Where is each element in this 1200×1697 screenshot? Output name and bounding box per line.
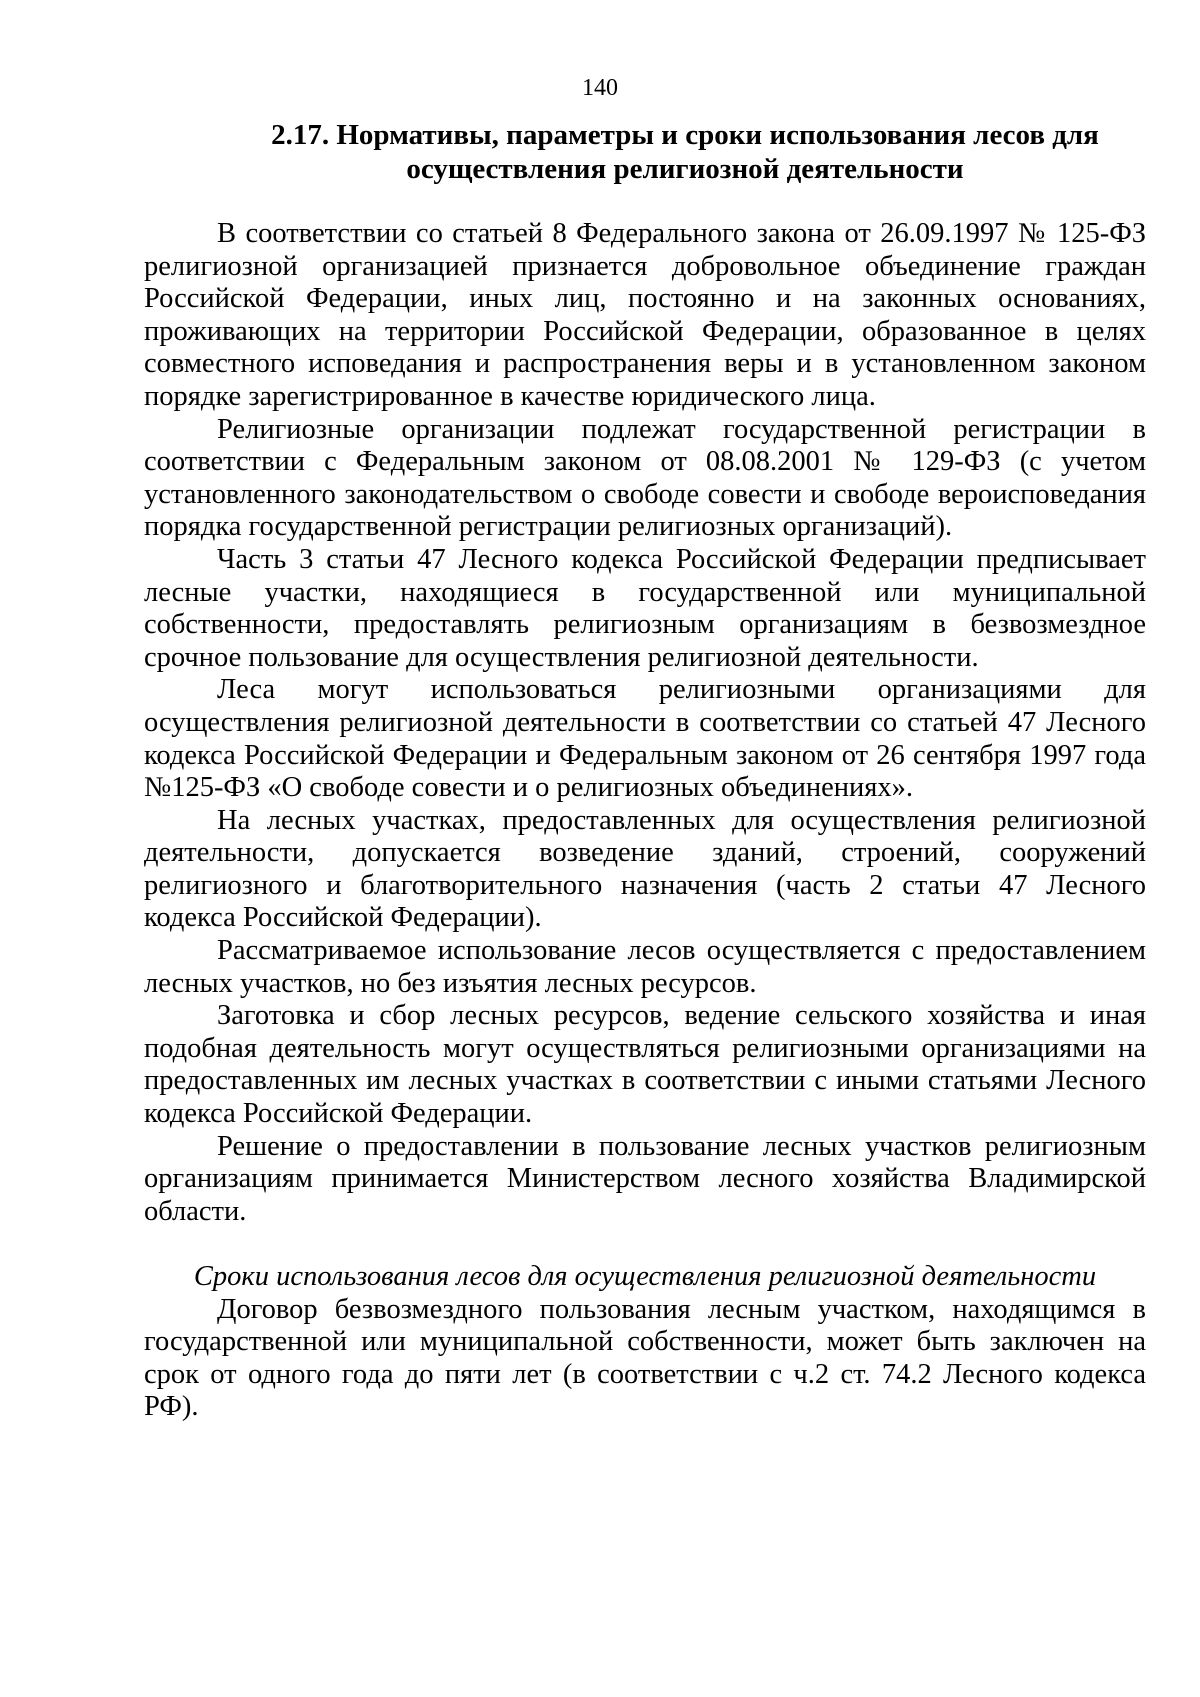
paragraph-state-registration: Религиозные организации подлежат государственной регистрации в соответствии с Федеральным законом от 08.08.2001 № 129-ФЗ (с учетом установленного законодательством о свободе совести и свободе вероисповедания порядка государственной регистрации религиозных организаций). [144,413,1146,543]
paragraph-decision-authority: Решение о предоставлении в пользование лесных участков религиозным организациям принимается Министерством лесного хозяйства Владимирской области. [144,1130,1146,1227]
section-heading: 2.17. Нормативы, параметры и сроки использования лесов для осуществления религиозной деятельности [271,119,1099,185]
paragraph-no-resource-withdrawal: Рассматриваемое использование лесов осуществляется с предоставлением лесных участков, но без изъятия лесных ресурсов. [144,935,1146,999]
document-body [144,218,1146,1424]
paragraph-forest-use-by-organizations: Леса могут использоваться религиозными организациями для осуществления религиозной деятельности в соответствии со статьей 47 Лесного кодекса Российской Федерации и Федеральным законом от 26 сентября 1997 года №125-ФЗ «О свободе совести и о религиозных объединениях». [144,674,1146,804]
page-number: 140 [582,75,618,101]
paragraph-construction-allowed: На лесных участках, предоставленных для осуществления религиозной деятельности, допускается возведение зданий, строений, сооружений религиозного и благотворительного назначения (часть 2 статьи 47 Лесного кодекса Российской Федерации). [144,804,1146,934]
paragraph-forest-code-article-47-part-3: Часть 3 статьи 47 Лесного кодекса Российской Федерации предписывает лесные участки, находящиеся в государственной или муниципальной собственности, предоставлять религиозным организациям в безвозмездное срочное пользование для осуществления религиозной деятельности. [144,543,1146,673]
paragraph-religious-organization-definition: В соответствии со статьей 8 Федерального закона от 26.09.1997 № 125-ФЗ религиозной организацией признается добровольное объединение граждан Российской Федерации, иных лиц, постоянно и на законных основаниях, проживающих на территории Российской Федерации, образованное в целях совместного исповедания и распространения веры и в установленном законом порядке зарегистрированное в качестве юридического лица. [144,218,1146,412]
paragraph-lease-term: Договор безвозмездного пользования лесным участком, находящимся в государственной или муниципальной собственности, может быть заключен на срок от одного года до пяти лет (в соответствии с ч.2 ст. 74.2 Лесного кодекса РФ). [144,1293,1146,1423]
paragraph-harvesting-and-agriculture: Заготовка и сбор лесных ресурсов, ведение сельского хозяйства и иная подобная деятельность могут осуществляться религиозными организациями на предоставленных им лесных участках в соответствии с иными статьями Лесного кодекса Российской Федерации. [144,1000,1146,1130]
subsection-heading: Сроки использования лесов для осуществления религиозной деятельности [193,1261,1097,1292]
